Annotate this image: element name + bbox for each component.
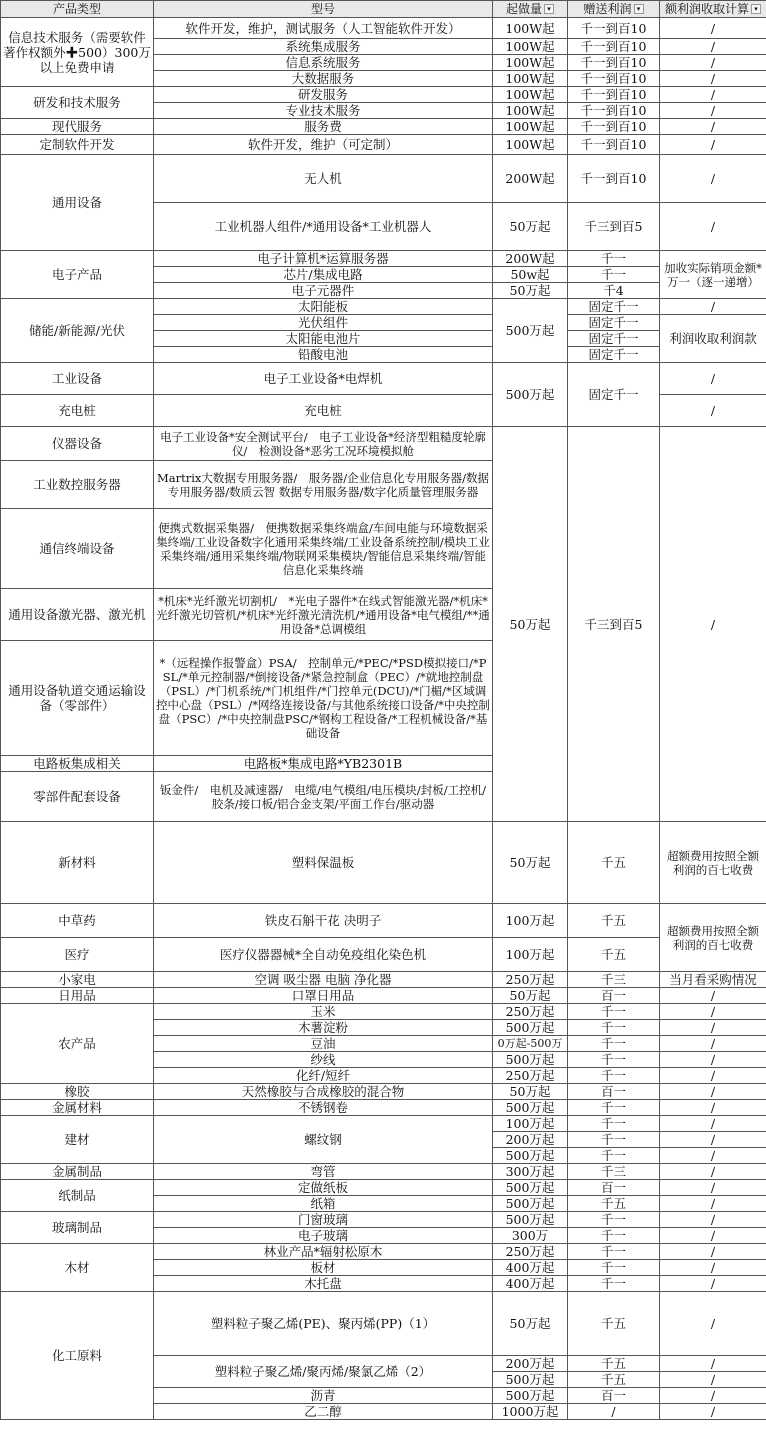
model-cell: 电子元器件 xyxy=(154,283,493,299)
category-cell: 信息技术服务（需要软件著作权额外✚500）300万以上免费申请 xyxy=(1,18,154,87)
qty-cell: 100W起 xyxy=(493,18,568,39)
qty-cell: 500万起 xyxy=(493,1388,568,1404)
calc-cell: / xyxy=(660,1404,766,1420)
category-cell: 工业设备 xyxy=(1,363,154,395)
calc-cell: / xyxy=(660,55,766,71)
profit-cell: 千一 xyxy=(568,1228,660,1244)
calc-cell: / xyxy=(660,1084,766,1100)
profit-cell: 千一到百10 xyxy=(568,135,660,155)
calc-cell: / xyxy=(660,155,766,203)
qty-cell: 250万起 xyxy=(493,1244,568,1260)
filter-dropdown-icon[interactable]: ▾ xyxy=(634,4,644,14)
calc-cell: / xyxy=(660,299,766,315)
calc-cell: / xyxy=(660,119,766,135)
profit-cell: 千三 xyxy=(568,1164,660,1180)
qty-cell: 500万起 xyxy=(493,363,568,427)
category-cell: 仪器设备 xyxy=(1,427,154,461)
qty-cell: 50w起 xyxy=(493,267,568,283)
category-cell: 现代服务 xyxy=(1,119,154,135)
qty-cell: 50万起 xyxy=(493,822,568,904)
calc-cell: / xyxy=(660,1196,766,1212)
profit-cell: 千一 xyxy=(568,1276,660,1292)
profit-cell: 千一 xyxy=(568,1260,660,1276)
category-cell: 研发和技术服务 xyxy=(1,87,154,119)
qty-cell: 500万起 xyxy=(493,1148,568,1164)
calc-cell: / xyxy=(660,103,766,119)
category-cell: 医疗 xyxy=(1,938,154,972)
table-row xyxy=(1,1244,766,1260)
calc-cell: / xyxy=(660,1132,766,1148)
category-cell: 通用设备轨道交通运输设备（零部件） xyxy=(1,641,154,756)
calc-cell: / xyxy=(660,363,766,395)
table-row xyxy=(1,988,766,1004)
model-cell: 大数据服务 xyxy=(154,71,493,87)
calc-cell: 当月看采购情况 xyxy=(660,972,766,988)
qty-cell: 50万起 xyxy=(493,988,568,1004)
category-cell: 通用设备激光器、激光机 xyxy=(1,589,154,641)
calc-cell: / xyxy=(660,1356,766,1372)
profit-cell: 千五 xyxy=(568,1196,660,1212)
model-cell: 便携式数据采集器/ 便携数据采集终端盒/车间电能与环境数据采集终端/工业设备数字化通用采集终端/工业设备系统控制/模块工业采集终端/通用采集终端/物联网采集模块/智能信息采集终端/智能信息化采集终端 xyxy=(154,509,493,589)
calc-cell: / xyxy=(660,1388,766,1404)
calc-cell: / xyxy=(660,71,766,87)
table-row xyxy=(1,1292,766,1356)
profit-cell: 百一 xyxy=(568,988,660,1004)
model-cell: 空调 吸尘器 电脑 净化器 xyxy=(154,972,493,988)
profit-cell: 千一 xyxy=(568,251,660,267)
profit-cell: 千五 xyxy=(568,1356,660,1372)
calc-cell: / xyxy=(660,1036,766,1052)
qty-cell: 100W起 xyxy=(493,39,568,55)
model-cell: 螺纹钢 xyxy=(154,1116,493,1164)
profit-cell: 千一到百10 xyxy=(568,119,660,135)
calc-cell: 利润收取利润款 xyxy=(660,315,766,363)
model-cell: 系统集成服务 xyxy=(154,39,493,55)
category-cell: 玻璃制品 xyxy=(1,1212,154,1244)
model-cell: 豆油 xyxy=(154,1036,493,1052)
table-row xyxy=(1,1004,766,1020)
category-cell: 木材 xyxy=(1,1244,154,1292)
model-cell: 电子计算机*运算服务器 xyxy=(154,251,493,267)
model-cell: 钣金件/ 电机及减速器/ 电缆/电气模组/电压模块/封板/工控机/胶条/接口板/铝合金支架/平面工作台/驱动器 xyxy=(154,772,493,822)
profit-cell: 千五 xyxy=(568,1292,660,1356)
qty-cell: 100W起 xyxy=(493,135,568,155)
profit-cell: 千一到百10 xyxy=(568,103,660,119)
calc-cell: / xyxy=(660,1148,766,1164)
model-cell: 服务费 xyxy=(154,119,493,135)
model-cell: Martrix大数据专用服务器/ 服务器/企业信息化专用服务器/数据专用服务器/数质云智 数据专用服务器/数字化质量管理服务器 xyxy=(154,461,493,509)
header-min-qty[interactable]: 起做量 ▾ xyxy=(493,1,568,18)
profit-cell: 千五 xyxy=(568,822,660,904)
qty-cell: 100W起 xyxy=(493,71,568,87)
category-cell: 纸制品 xyxy=(1,1180,154,1212)
model-cell: *（远程操作报警盒）PSA/ 控制单元/*PEC/*PSD模拟接口/*PSL/*单元控制器/*倒接设备/*紧急控制盒（PEC）/*就地控制盘（PSL）/*门机系统/*门机组件/*门控单元(DCU)/*门楣/*区域调控中心盘（PSL）/*网络连接设备/与其他系统接口设备/*中央控制盘（PSC）/*中央控制盘PSC/*钢构工程设备/*工程机械设备/*基础设备 xyxy=(154,641,493,756)
table-row xyxy=(1,299,766,315)
profit-cell: 千一到百10 xyxy=(568,55,660,71)
model-cell: 软件开发，维护，测试服务（人工智能软件开发） xyxy=(154,18,493,39)
category-cell: 小家电 xyxy=(1,972,154,988)
profit-cell: 千一 xyxy=(568,1020,660,1036)
model-cell: 板材 xyxy=(154,1260,493,1276)
model-cell: 口罩日用品 xyxy=(154,988,493,1004)
qty-cell: 500万起 xyxy=(493,299,568,363)
model-cell: 铁皮石斛干花 决明子 xyxy=(154,904,493,938)
calc-cell: / xyxy=(660,1164,766,1180)
profit-cell: 固定千一 xyxy=(568,347,660,363)
qty-cell: 200W起 xyxy=(493,251,568,267)
calc-cell: / xyxy=(660,1276,766,1292)
model-cell: 软件开发，维护（可定制） xyxy=(154,135,493,155)
model-cell: 不锈钢卷 xyxy=(154,1100,493,1116)
profit-cell: 百一 xyxy=(568,1388,660,1404)
model-cell: 定做纸板 xyxy=(154,1180,493,1196)
category-cell: 农产品 xyxy=(1,1004,154,1084)
qty-cell: 250万起 xyxy=(493,972,568,988)
profit-cell: 千一 xyxy=(568,1132,660,1148)
model-cell: 太阳能板 xyxy=(154,299,493,315)
table-row xyxy=(1,938,766,972)
category-cell: 通用设备 xyxy=(1,155,154,251)
qty-cell: 100万起 xyxy=(493,904,568,938)
calc-cell: / xyxy=(660,1004,766,1020)
profit-cell: 千一到百10 xyxy=(568,71,660,87)
profit-cell: 千三 xyxy=(568,972,660,988)
profit-cell: 百一 xyxy=(568,1180,660,1196)
category-cell: 新材料 xyxy=(1,822,154,904)
table-row xyxy=(1,1164,766,1180)
profit-cell: 千一 xyxy=(568,1116,660,1132)
qty-cell: 200W起 xyxy=(493,155,568,203)
qty-cell: 0万起-500万 xyxy=(493,1036,568,1052)
qty-cell: 100W起 xyxy=(493,103,568,119)
qty-cell: 500万起 xyxy=(493,1052,568,1068)
category-cell: 定制软件开发 xyxy=(1,135,154,155)
calc-cell: 超额费用按照全额利润的百七收费 xyxy=(660,904,766,972)
model-cell: 充电桩 xyxy=(154,395,493,427)
table-row xyxy=(1,427,766,461)
model-cell: 芯片/集成电路 xyxy=(154,267,493,283)
model-cell: 塑料粒子聚乙烯(PE)、聚丙烯(PP)（1） xyxy=(154,1292,493,1356)
filter-dropdown-icon[interactable]: ▾ xyxy=(751,4,761,14)
profit-cell: 千一 xyxy=(568,1004,660,1020)
profit-cell: / xyxy=(568,1404,660,1420)
model-cell: 铅酸电池 xyxy=(154,347,493,363)
model-cell: 电子工业设备*电焊机 xyxy=(154,363,493,395)
profit-cell: 千一到百10 xyxy=(568,87,660,103)
calc-cell: / xyxy=(660,135,766,155)
profit-cell: 固定千一 xyxy=(568,299,660,315)
table-row xyxy=(1,87,766,103)
table-row xyxy=(1,904,766,938)
profit-cell: 千五 xyxy=(568,904,660,938)
profit-cell: 千三到百5 xyxy=(568,427,660,822)
table-row xyxy=(1,135,766,155)
model-cell: 林业产品*辐射松原木 xyxy=(154,1244,493,1260)
calc-cell: / xyxy=(660,18,766,39)
qty-cell: 500万起 xyxy=(493,1196,568,1212)
profit-cell: 千4 xyxy=(568,283,660,299)
category-cell: 电子产品 xyxy=(1,251,154,299)
calc-cell: / xyxy=(660,1052,766,1068)
qty-cell: 100W起 xyxy=(493,87,568,103)
model-cell: 纱线 xyxy=(154,1052,493,1068)
category-cell: 金属制品 xyxy=(1,1164,154,1180)
profit-cell: 千一到百10 xyxy=(568,155,660,203)
model-cell: 无人机 xyxy=(154,155,493,203)
qty-cell: 400万起 xyxy=(493,1276,568,1292)
category-cell: 通信终端设备 xyxy=(1,509,154,589)
calc-cell: / xyxy=(660,1372,766,1388)
model-cell: 纸箱 xyxy=(154,1196,493,1212)
qty-cell: 200万起 xyxy=(493,1132,568,1148)
qty-cell: 100W起 xyxy=(493,119,568,135)
calc-cell: / xyxy=(660,1260,766,1276)
profit-cell: 千一 xyxy=(568,1052,660,1068)
model-cell: 专业技术服务 xyxy=(154,103,493,119)
calc-cell: 加收实际销项金额*万一（逐一递增） xyxy=(660,251,766,299)
profit-cell: 千一 xyxy=(568,1148,660,1164)
qty-cell: 400万起 xyxy=(493,1260,568,1276)
category-cell: 金属材料 xyxy=(1,1100,154,1116)
calc-cell: / xyxy=(660,39,766,55)
calc-cell: / xyxy=(660,1244,766,1260)
qty-cell: 500万起 xyxy=(493,1020,568,1036)
table-row xyxy=(1,363,766,395)
model-cell: 电子工业设备*安全测试平台/ 电子工业设备*经济型粗糙度轮廓仪/ 检测设备*恶劣工况环境模拟舱 xyxy=(154,427,493,461)
category-cell: 化工原料 xyxy=(1,1292,154,1420)
header-model[interactable]: 型号 xyxy=(154,1,493,18)
qty-cell: 100万起 xyxy=(493,938,568,972)
profit-cell: 千一 xyxy=(568,1212,660,1228)
filter-dropdown-icon[interactable]: ▾ xyxy=(544,4,554,14)
qty-cell: 50万起 xyxy=(493,283,568,299)
table-row xyxy=(1,1100,766,1116)
category-cell: 充电桩 xyxy=(1,395,154,427)
header-profit[interactable]: 赠送利润 ▾ xyxy=(568,1,660,18)
calc-cell: / xyxy=(660,203,766,251)
qty-cell: 300万起 xyxy=(493,1164,568,1180)
profit-cell: 百一 xyxy=(568,1084,660,1100)
table-row xyxy=(1,119,766,135)
model-cell: 门窗玻璃 xyxy=(154,1212,493,1228)
qty-cell: 500万起 xyxy=(493,1180,568,1196)
model-cell: 塑料粒子聚乙烯/聚丙烯/聚氯乙烯（2） xyxy=(154,1356,493,1388)
model-cell: 光伏组件 xyxy=(154,315,493,331)
model-cell: 木薯淀粉 xyxy=(154,1020,493,1036)
profit-cell: 千一 xyxy=(568,1036,660,1052)
qty-cell: 50万起 xyxy=(493,1292,568,1356)
table-row xyxy=(1,18,766,39)
calc-cell: / xyxy=(660,1100,766,1116)
calc-cell: / xyxy=(660,87,766,103)
category-cell: 储能/新能源/光伏 xyxy=(1,299,154,363)
model-cell: 医疗仪器器械*全自动免疫组化染色机 xyxy=(154,938,493,972)
category-cell: 中草药 xyxy=(1,904,154,938)
qty-cell: 50万起 xyxy=(493,427,568,822)
calc-cell: / xyxy=(660,1180,766,1196)
model-cell: 太阳能电池片 xyxy=(154,331,493,347)
calc-cell: / xyxy=(660,395,766,427)
model-cell: 工业机器人组件/*通用设备*工业机器人 xyxy=(154,203,493,251)
qty-cell: 500万起 xyxy=(493,1372,568,1388)
table-row xyxy=(1,1084,766,1100)
model-cell: 木托盘 xyxy=(154,1276,493,1292)
table-row xyxy=(1,251,766,267)
table-row xyxy=(1,1116,766,1132)
category-cell: 橡胶 xyxy=(1,1084,154,1100)
model-cell: 天然橡胶与合成橡胶的混合物 xyxy=(154,1084,493,1100)
profit-cell: 固定千一 xyxy=(568,331,660,347)
calc-cell: / xyxy=(660,988,766,1004)
calc-cell: / xyxy=(660,1212,766,1228)
profit-cell: 千三到百5 xyxy=(568,203,660,251)
qty-cell: 250万起 xyxy=(493,1068,568,1084)
model-cell: 化纤/短纤 xyxy=(154,1068,493,1084)
qty-cell: 100W起 xyxy=(493,55,568,71)
qty-cell: 200万起 xyxy=(493,1356,568,1372)
profit-cell: 千一到百10 xyxy=(568,39,660,55)
model-cell: 研发服务 xyxy=(154,87,493,103)
profit-cell: 千一到百10 xyxy=(568,18,660,39)
profit-cell: 固定千一 xyxy=(568,363,660,427)
qty-cell: 100万起 xyxy=(493,1116,568,1132)
model-cell: 塑料保温板 xyxy=(154,822,493,904)
calc-cell: / xyxy=(660,1068,766,1084)
model-cell: *机床*光纤激光切割机/ *光电子器件*在线式智能激光器/*机床*光纤激光切管机/*机床*光纤激光清洗机/*通用设备*电气模组/**通用设备*总调模组 xyxy=(154,589,493,641)
category-cell: 零部件配套设备 xyxy=(1,772,154,822)
profit-cell: 千五 xyxy=(568,938,660,972)
calc-cell: 超额费用按照全额利润的百七收费 xyxy=(660,822,766,904)
category-cell: 建材 xyxy=(1,1116,154,1164)
model-cell: 玉米 xyxy=(154,1004,493,1020)
qty-cell: 250万起 xyxy=(493,1004,568,1020)
table-header xyxy=(1,1,766,18)
profit-cell: 固定千一 xyxy=(568,315,660,331)
model-cell: 电路板*集成电路*YB2301B xyxy=(154,756,493,772)
profit-cell: 千一 xyxy=(568,267,660,283)
category-cell: 电路板集成相关 xyxy=(1,756,154,772)
calc-cell: / xyxy=(660,1116,766,1132)
header-calc[interactable]: 额利润收取计算 ▾ xyxy=(660,1,766,18)
model-cell: 电子玻璃 xyxy=(154,1228,493,1244)
category-cell: 日用品 xyxy=(1,988,154,1004)
calc-cell: / xyxy=(660,1228,766,1244)
model-cell: 弯管 xyxy=(154,1164,493,1180)
model-cell: 信息系统服务 xyxy=(154,55,493,71)
profit-cell: 千一 xyxy=(568,1244,660,1260)
model-cell: 沥青 xyxy=(154,1388,493,1404)
qty-cell: 300万 xyxy=(493,1228,568,1244)
table-row xyxy=(1,1212,766,1228)
table-row xyxy=(1,155,766,203)
calc-cell: / xyxy=(660,427,766,822)
qty-cell: 500万起 xyxy=(493,1100,568,1116)
table-row xyxy=(1,1180,766,1196)
table-row xyxy=(1,972,766,988)
header-category[interactable]: 产品类型 xyxy=(1,1,154,18)
profit-cell: 千一 xyxy=(568,1100,660,1116)
qty-cell: 50万起 xyxy=(493,203,568,251)
category-cell: 工业数控服务器 xyxy=(1,461,154,509)
calc-cell: / xyxy=(660,1292,766,1356)
profit-cell: 千五 xyxy=(568,1372,660,1388)
calc-cell: / xyxy=(660,1020,766,1036)
qty-cell: 1000万起 xyxy=(493,1404,568,1420)
model-cell: 乙二醇 xyxy=(154,1404,493,1420)
qty-cell: 50万起 xyxy=(493,1084,568,1100)
profit-cell: 千一 xyxy=(568,1068,660,1084)
table-row xyxy=(1,822,766,904)
qty-cell: 500万起 xyxy=(493,1212,568,1228)
